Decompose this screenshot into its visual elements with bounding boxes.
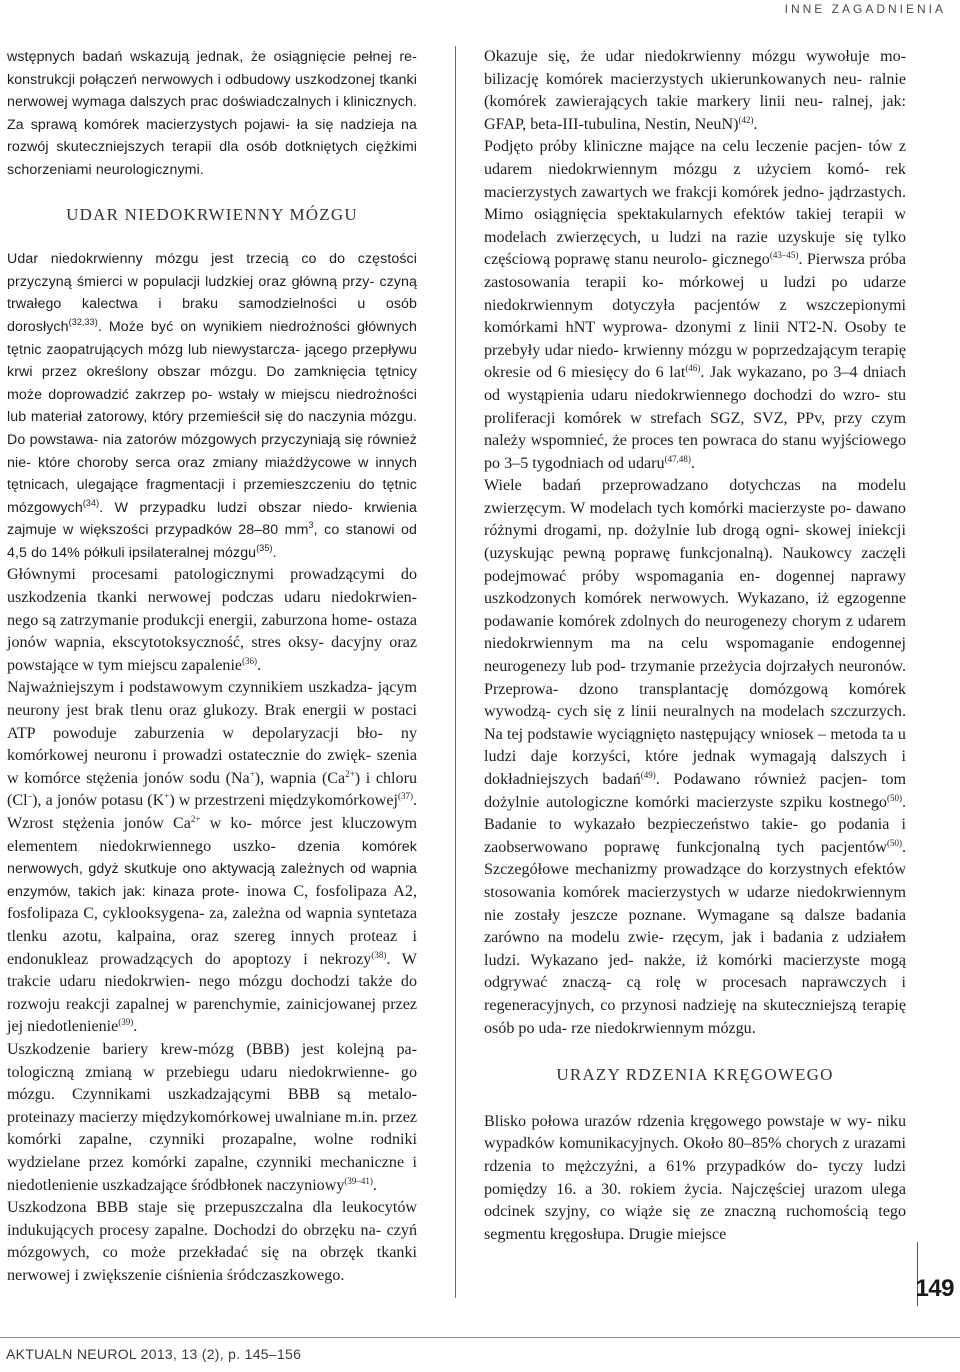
citation-ref: (39–41) — [344, 1175, 373, 1186]
citation-ref: (49) — [640, 770, 656, 780]
citation-ref: (46) — [685, 363, 701, 374]
citation-ref: (34) — [82, 497, 100, 508]
left-column — [7, 46, 417, 1287]
column-divider — [455, 46, 456, 1298]
citation-ref: (43–45) — [769, 250, 799, 261]
section-heading-spinal-cord-injury: URAZY RDZENIA KRĘGOWEGO — [556, 1065, 834, 1085]
footer-rule — [0, 1337, 960, 1338]
citation-ref: (42) — [738, 114, 754, 125]
page-number: 149 — [915, 1275, 954, 1302]
section-heading-ischemic-stroke: UDAR NIEDOKRWIENNY MÓZGU — [66, 204, 358, 224]
right-column — [484, 46, 906, 1246]
citation-ref: (50) — [886, 792, 902, 803]
paragraph-stroke-intro: Udar niedokrwienny mózgu jest trzecią co do częstości przyczyną śmierci w populacji ludzkiej oraz główną przy- czyną trwałego kalectwa i braku samodzielności u osób dorosłych$^{(32,33)}$. Może być on wynikiem niedrożności głównych tętnic zaopatrujących mózg lub niewystarcza- jącego przepływu krwi przez określony obszar mózgu. Do zamknięcia tętnicy może doprowadzić zakrzep po- wstały w miejscu niedrożności lub materiał zatorowy, który przemieścił się do naczynia mózgu. Do powstawa- nia zatorów mózgowych przyczyniają się również nie- które choroby serca oraz zmiany miażdżycowe w innych tętnicach, ulegające fragmentacji i przemieszczeniu do tętnic mózgowych$^{(34)}$. W przypadku ludzi obszar niedo- krwienia zajmuje w większości przypadków 28–80 $mm^3$, co stanowi od 4,5 do 14% półkuli ipsilateralnej mózgu$^{(35)}$. — [7, 251, 418, 561]
citation-ref: (39) — [118, 1017, 134, 1028]
citation-ref: (47,48) — [664, 453, 691, 464]
citation-ref: (36) — [242, 655, 258, 666]
paragraph-pathology: Głównymi procesami patologicznymi prowadzącymi do uszkodzenia tkanki nerwowej podczas udaru niedokrwien- nego są zatrzymanie produkcji energii, zaburzona home- ostaza jonów wapnia, ekscytotoksyczność, stres oksy- dacyjny oraz powstające w tym miejscu zapalenie$^{(36)}$. — [7, 566, 417, 674]
paragraph-bbb-2: Uszkodzona BBB staje się przepuszczalna dla leukocytów indukujących procesy zapalne. Dochodzi do obrzęku na- czyń mózgowych, co może przekładać się na obrzęk tkanki nerwowej i zwiększenie ciśnienia śródczaszkowego. — [7, 1199, 417, 1284]
running-header: INNE ZAGADNIENIA — [784, 2, 946, 16]
citation-ref: (50) — [886, 837, 902, 848]
paragraph-mobilization: Okazuje się, że udar niedokrwienny mózgu wywołuje mo- bilizację komórek macierzystych ukierunkowanych neu- ralnie (komórek zawierających takie markery linii neu- ralnej, jak: GFAP, beta-III-tubulina, Nestin, NeuN)$^{(42)}$. — [484, 48, 906, 133]
citation-ref: (35) — [256, 542, 273, 553]
citation-ref: (38) — [371, 949, 387, 960]
superscript: 3 — [308, 520, 314, 531]
paragraph-energy: Najważniejszym i podstawowym czynnikiem uszkadza- jącym neurony jest brak tlenu oraz glukozy. Brak energii w postaci ATP powoduje zaburzenia w depolaryzacji bło- ny komórkowej neuronu i prowadzi ostatecznie do zwięk- szenia w komórce stężenia jonów sodu (Na+), wapnia $(Ca^{2+})$ i chloru (Cl–), a jonów potasu (K+) w przestrzeni międzykomórkowej$^{(37)}$. Wzrost stężenia jonów $Ca^{2+}$ w ko- mórce jest kluczowym elementem niedokrwiennego uszko- dzenia komórek nerwowych, gdyż skutkuje ono aktywacją zależnych od wapnia enzymów, takich jak: kinaza prote- inowa C, fosfolipaza A2, fosfolipaza C, cyklooksygena- za, zależna od wapnia syntetaza tlenku azotu, kalpaina, oraz szereg innych proteaz i endonukleaz prowadzących do apoptozy i nekrozy$^{(38)}$. W trakcie udaru niedokrwien- nego mózgu dochodzi także do rozwoju reakcji zapalnej w parenchymie, zainicjowanej przez jej niedotlenienie$^{(39)}$. — [7, 679, 418, 1036]
paragraph-animal-models: Wiele badań przeprowadzano dotychczas na modelu zwierzęcym. W modelach tych komórki macierzyste po- dawano różnymi drogami, np. dożylnie lub drogą ogni- skowej iniekcji (uzyskując pewną poprawę funkcjonalną). Naukowcy zaczęli podejmować próby wspomagania en- dogennej naprawy uszkodzonych komórek nerwowych. Wykazano, iż egzogenne podawanie komórek zdolnych do neurogenezy chorym z udarem niedokrwiennym ma na celu wspomaganie endogennej neurogenezy lub pod- trzymanie przeżycia dojrzałych neuronów. Przeprowa- dzono transplantację domózgową komórek wywodzą- cych się z linii neuralnych na modelach szczurzych. Na tej podstawie wyciągnięto następujący wniosek – metoda ta u ludzi daje korzyści, które jednak wymagają dalszych i dokładniejszych badań$^{(49)}$. Podawano również pacjen- tom dożylnie autologiczne komórki macierzyste szpiku kostnego$^{(50)}$. Badanie to wykazało bezpieczeństwo takie- go podania i zaobserwowano poprawę funkcjonalną tych pacjentów$^{(50)}$. Szczegółowe mechanizmy prowadzące do korzystnych efektów stosowania komórek macierzystych w udarze niedokrwiennym nie zostały jeszcze poznane. Wymagane są dalsze badania zarówno na modelu zwie- rzęcym, jak i badania z udziałem ludzi. Wykazano jed- nakże, iż komórki macierzyste mogą odgrywać znaczą- cą rolę w procesach naprawczych i regeneracyjnych, co przynosi nadzieję na skuteczniejszą terapię osób po uda- rze niedokrwiennym mózgu. — [484, 477, 907, 1037]
paragraph-bbb: Uszkodzenie bariery krew-mózg (BBB) jest kolejną pa- tologiczną zmianą w przebiegu udaru niedokrwienne- go mózgu. Czynnikami uszkadzającymi BBB są metalo- proteinazy macierzy międzykomórkowej uwalniane m.in. przez komórki zapalne, czynniki prozapalne, wolne rodniki wydzielane przez komórki zapalne, czynniki mechaniczne i niedotlenienie uszkadzające śródbłonek naczyniowy$^{(39-41)}$. — [7, 1040, 418, 1194]
intro-paragraph: wstępnych badań wskazują jednak, że osiągnięcie pełnej re- konstrukcji połączeń nerwowych i odbudowy uszkodzonej tkanki nerwowej wymaga dalszych prac doświadczalnych i klinicznych. Za sprawą komórek macierzystych pojawi- ła się nadzieja na rozwój skuteczniejszych terapii dla osób dotkniętych ciężkimi schorzeniami neurologicznymi. — [7, 49, 417, 178]
paragraph-clinical-trials: Podjęto próby kliniczne mające na celu leczenie pacjen- tów z udarem niedokrwiennym mózgu z użyciem komó- rek macierzystych zawartych we frakcji komórek jedno- jądrzastych. Mimo osiągnięcia spektakularnych efektów takiej terapii w modelach zwierzęcych, u ludzi na razie uzyskuje się tylko częściową poprawę stanu neurolo- gicznego$^{(43-45)}$. Pierwsza próba zastosowania terapii ko- mórkowej u ludzi po udarze niedokrwiennym dotyczyła pacjentów z wszczepionymi komórkami hNT wyprowa- dzonymi z linii NT2-N. Osoby te przebyły udar niedo- krwienny mózgu w poprzedzającym terapię okresie od 6 miesięcy do 6 lat$^{(46)}$. Jak wykazano, po 3–4 dniach od wystąpienia udaru niedokrwiennego dochodzi do wzro- stu proliferacji komórek w strefach SGZ, SVZ, PPv, przy czym należy wspomnieć, że proces ten powraca do stanu wyjściowego po 3–5 tygodniach od udaru$^{(47,48)}$. — [484, 138, 907, 472]
citation-ref: (37) — [397, 791, 413, 802]
citation-ref: (32,33) — [68, 316, 98, 327]
journal-citation: AKTUALN NEUROL 2013, 13 (2), p. 145–156 — [6, 1346, 302, 1362]
paragraph-spinal-cord: Blisko połowa urazów rdzenia kręgowego powstaje w wy- niku wypadków komunikacyjnych. Około 80–85% chorych z urazami rdzenia to mężczyźni, a 61% przypadków do- tyczy ludzi pomiędzy 16. a 30. rokiem życia. Najczęściej urazom ulega odcinek szyjny, co wiąże się ze znaczną ruchomością tego segmentu kręgosłupa. Drugie miejsce — [484, 1112, 906, 1243]
